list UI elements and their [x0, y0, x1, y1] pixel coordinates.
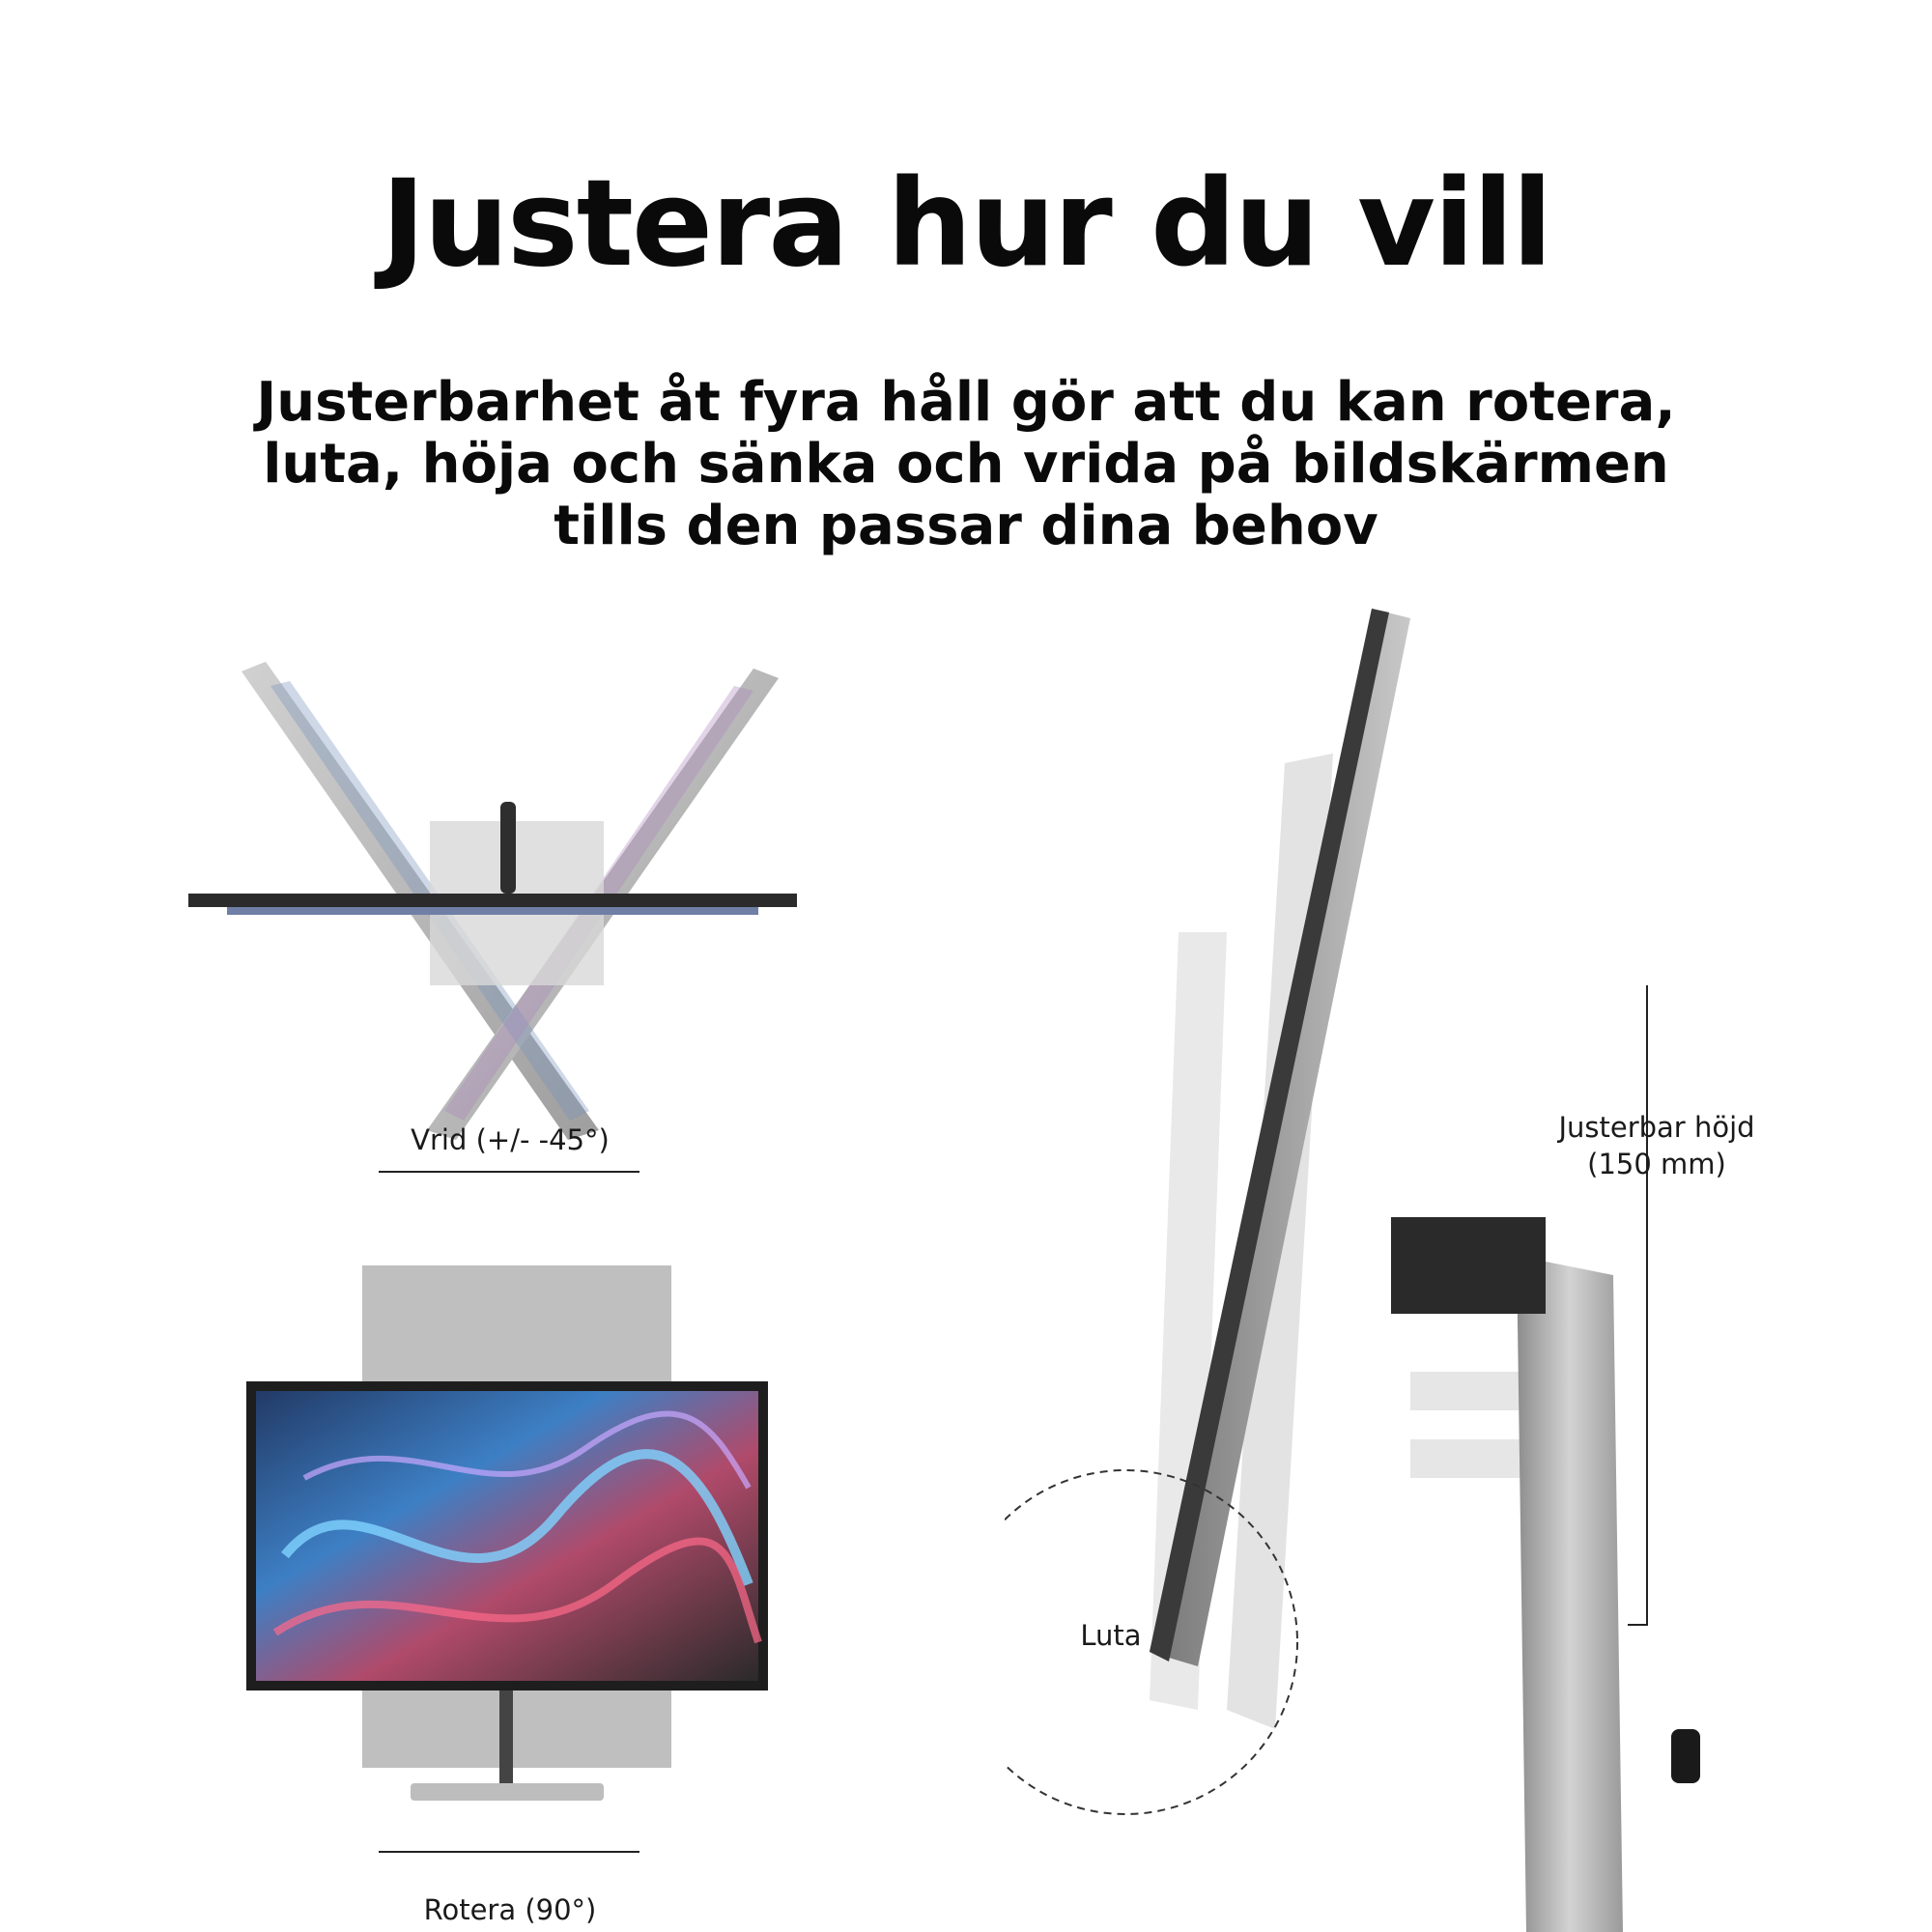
page-title: Justera hur du vill	[381, 155, 1551, 294]
swivel-stand-neck	[500, 802, 516, 894]
tilt-cable-clip	[1671, 1729, 1700, 1783]
rotate-illustration	[246, 1265, 778, 1806]
height-bracket	[1628, 985, 1647, 1625]
rotate-label-underline	[379, 1851, 639, 1853]
height-label	[1517, 1109, 1797, 1182]
subheadline-line-3: tills den passar dina behov	[554, 495, 1378, 557]
tilt-stand-column	[1517, 1256, 1623, 1932]
subheadline-line-1: Justerbarhet åt fyra håll gör att du kan rotera,	[256, 371, 1676, 434]
swivel-illustration	[174, 657, 811, 1150]
swivel-label: Vrid (+/- -45°)	[411, 1123, 610, 1156]
tilt-height-illustration	[1005, 599, 1700, 1932]
rotate-stand-neck	[499, 1690, 513, 1787]
tilt-hinge	[1391, 1217, 1546, 1314]
tilt-label: Luta	[1080, 1619, 1142, 1652]
rotate-stand-base	[411, 1783, 604, 1801]
swivel-monitor-top-view	[188, 894, 797, 907]
rotate-label: Rotera (90°)	[423, 1893, 597, 1926]
subheadline	[174, 372, 1758, 557]
height-label-line-1: Justerbar höjd	[1558, 1111, 1755, 1144]
subheadline-line-2: luta, höja och sänka och vrida på bildskärmen	[263, 433, 1669, 496]
swivel-label-underline	[379, 1171, 639, 1173]
height-label-line-2: (150 mm)	[1587, 1148, 1726, 1180]
